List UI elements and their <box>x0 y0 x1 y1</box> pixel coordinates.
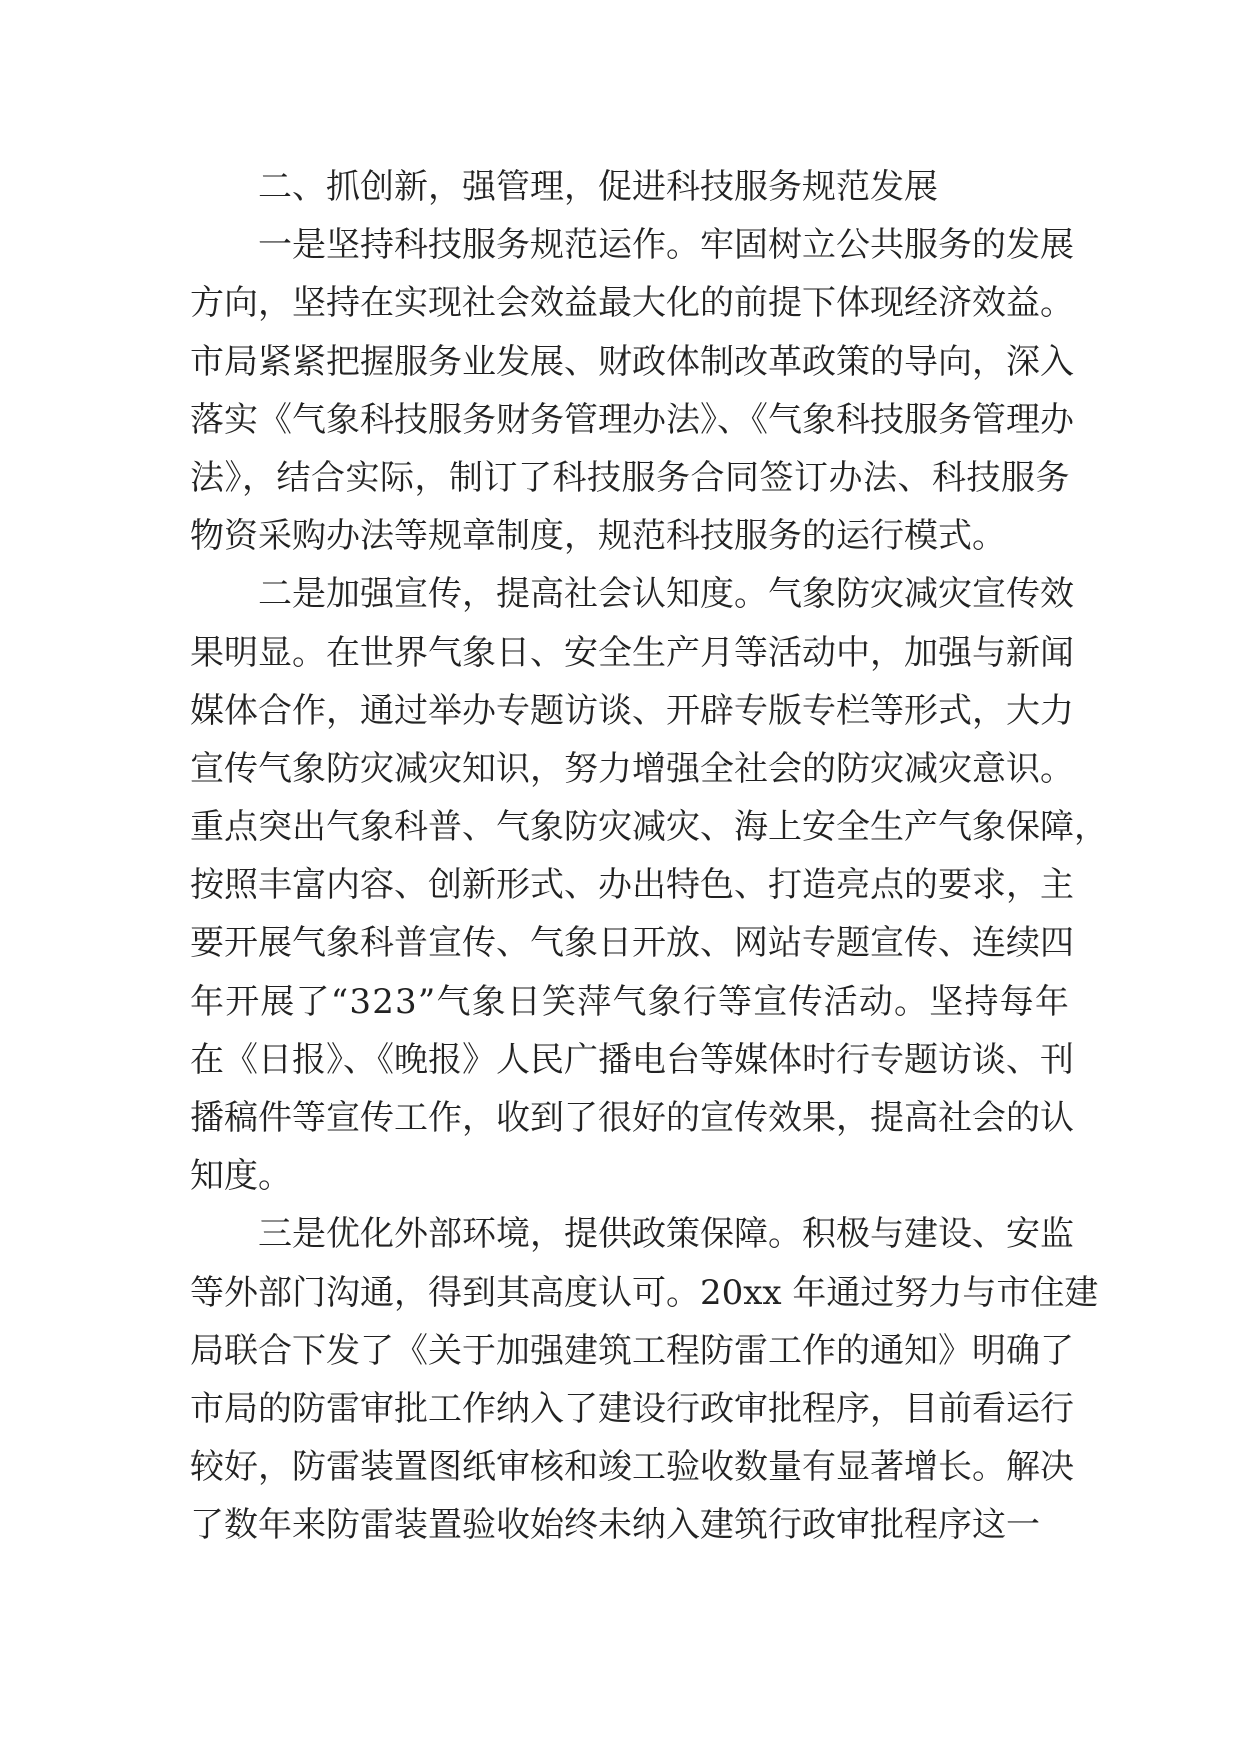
text-line: 较好，防雷装置图纸审核和竣工验收数量有显著增长。解决 <box>190 1447 1074 1488</box>
text-line: 知度。 <box>190 1156 292 1197</box>
text-line: 三是优化外部环境，提供政策保障。积极与建设、安监 <box>258 1214 1074 1255</box>
text-line: 市局紧紧把握服务业发展、财政体制改革政策的导向，深入 <box>190 341 1074 382</box>
text-line: 在《日报》、《晚报》人民广播电台等媒体时行专题访谈、刊 <box>190 1039 1074 1080</box>
text-line: 重点突出气象科普、气象防灾减灾、海上安全生产气象保障， <box>190 807 1108 848</box>
text-line: 市局的防雷审批工作纳入了建设行政审批程序，目前看运行 <box>190 1388 1074 1429</box>
text-line: 了数年来防雷装置验收始终未纳入建筑行政审批程序这一 <box>190 1505 1040 1546</box>
text-line: 按照丰富内容、创新形式、办出特色、打造亮点的要求，主 <box>190 865 1074 906</box>
text-line: 果明显。在世界气象日、安全生产月等活动中，加强与新闻 <box>190 632 1074 673</box>
text-line: 播稿件等宣传工作，收到了很好的宣传效果，提高社会的认 <box>190 1098 1074 1138</box>
text-line: 等外部门沟通，得到其高度认可。20xx 年通过努力与市住建 <box>190 1272 1099 1313</box>
text-line: 法》，结合实际，制订了科技服务合同签订办法、科技服务 <box>190 457 1070 498</box>
text-line: 落实《气象科技服务财务管理办法》、《气象科技服务管理办 <box>190 399 1074 440</box>
body-text <box>190 158 1108 1555</box>
text-line: 年开展了“323”气象日笑萍气象行等宣传活动。坚持每年 <box>190 981 1071 1022</box>
text-line: 要开展气象科普宣传、气象日开放、网站专题宣传、连续四 <box>190 923 1074 964</box>
text-line: 二是加强宣传，提高社会认知度。气象防灾减灾宣传效 <box>258 574 1074 615</box>
text-line: 物资采购办法等规章制度，规范科技服务的运行模式。 <box>190 516 1006 557</box>
text-line: 方向，坚持在实现社会效益最大化的前提下体现经济效益。 <box>190 283 1074 324</box>
text-line: 宣传气象防灾减灾知识，努力增强全社会的防灾减灾意识。 <box>190 748 1074 789</box>
text-line: 媒体合作，通过举办专题访谈、开辟专版专栏等形式，大力 <box>190 690 1074 731</box>
section-heading: 二、抓创新，强管理，促进科技服务规范发展 <box>258 167 938 207</box>
text-line: 一是坚持科技服务规范运作。牢固树立公共服务的发展 <box>258 225 1074 266</box>
text-line: 局联合下发了《关于加强建筑工程防雷工作的通知》明确了 <box>190 1330 1074 1371</box>
